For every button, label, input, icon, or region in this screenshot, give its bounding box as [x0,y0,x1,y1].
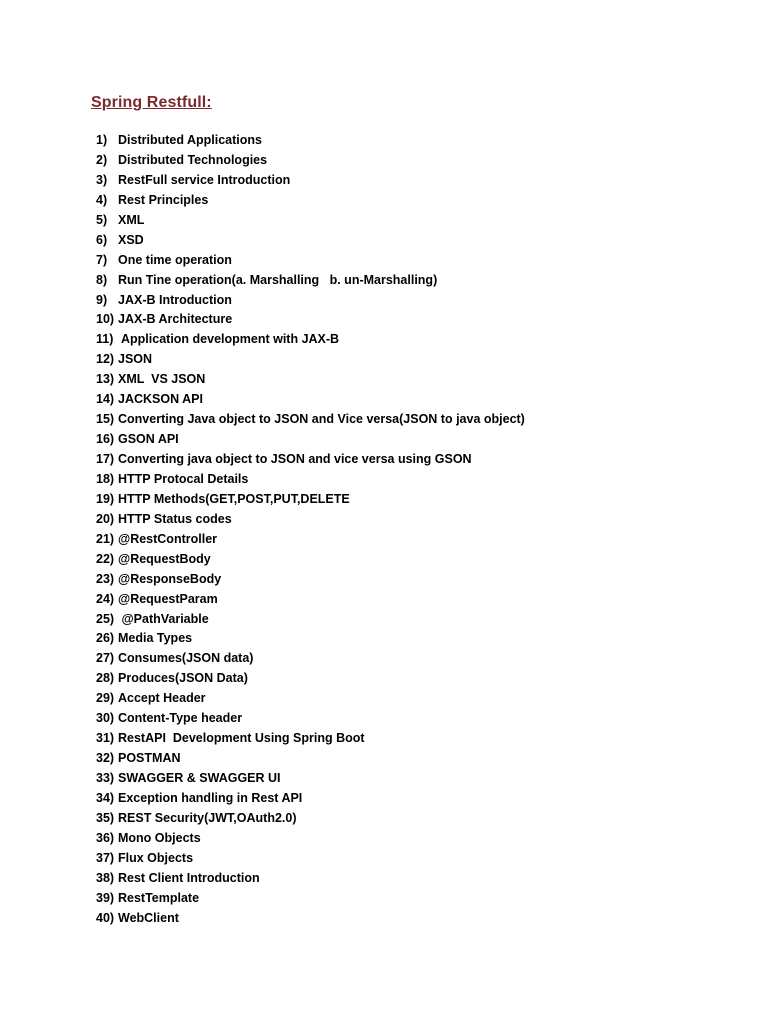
list-item-number: 22) [96,551,115,566]
list-item [96,809,525,829]
list-item-text: XML VS JSON [118,372,206,387]
list-item-number: 25) [96,611,115,626]
list-item-number: 8) [96,272,108,287]
list-item [96,849,525,869]
list-item [96,769,525,789]
list-item [96,370,525,390]
list-item-text: GSON API [118,432,179,447]
list-item [96,610,525,630]
list-item-number: 38) [96,870,115,885]
list-item [96,669,525,689]
list-item [96,231,525,251]
list-item-number: 28) [96,671,115,686]
list-item-text: Mono Objects [118,830,201,845]
list-item-number: 13) [96,372,115,387]
list-item [96,410,525,430]
list-item-text: @ResponseBody [118,571,222,586]
list-item [96,570,525,590]
list-item-number: 15) [96,412,115,427]
list-item [96,350,525,370]
list-item-text: @RequestBody [118,551,211,566]
list-item-number: 32) [96,751,115,766]
list-item-text: RestAPI Development Using Spring Boot [118,731,365,746]
list-item-number: 21) [96,531,115,546]
list-item-number: 35) [96,810,115,825]
list-item-text: @PathVariable [118,611,209,626]
list-item-text: Consumes(JSON data) [118,651,254,666]
list-item-text: HTTP Protocal Details [118,471,249,486]
list-item-text: HTTP Methods(GET,POST,PUT,DELETE [118,491,350,506]
list-item-number: 19) [96,491,115,506]
list-item-number: 1) [96,133,108,147]
list-item [96,191,525,211]
list-item-text: XSD [118,232,144,247]
list-item-text: HTTP Status codes [118,511,232,526]
list-item-text: Accept Header [118,691,206,706]
list-item-number: 20) [96,511,115,526]
list-item-number: 37) [96,850,115,865]
list-item-text: XML [118,212,145,227]
list-item-number: 30) [96,711,115,726]
list-item [96,829,525,849]
list-item-number: 23) [96,571,115,586]
list-item [96,590,525,610]
list-item-text: Flux Objects [118,850,194,865]
list-item [96,310,525,330]
list-item-text: Application development with JAX-B [118,332,340,347]
list-item [96,530,525,550]
list-item-number: 33) [96,771,115,785]
list-item-number: 24) [96,591,115,606]
list-item-text: SWAGGER & SWAGGER UI [118,771,281,785]
list-item-text: Rest Client Introduction [118,870,260,885]
list-item-text: Distributed Applications [118,133,262,147]
list-item [96,869,525,889]
list-item [96,171,525,191]
list-item-text: JAX-B Architecture [118,312,233,327]
list-item [96,550,525,570]
list-item [96,450,525,470]
list-item-text: Produces(JSON Data) [118,671,248,686]
list-item [96,470,525,490]
list-item-text: RestFull service Introduction [118,172,291,187]
list-item [96,909,525,929]
list-item [96,729,525,749]
list-item-number: 12) [96,352,115,367]
topic-list [96,131,525,929]
list-item-number: 16) [96,432,115,447]
list-item-text: POSTMAN [118,751,181,766]
list-item [96,291,525,311]
list-item [96,649,525,669]
document-title: Spring Restfull: [91,94,212,111]
list-item-text: Converting Java object to JSON and Vice versa(JSON to java object) [118,412,525,427]
list-item-text: @RequestParam [118,591,218,606]
list-item-number: 14) [96,392,115,407]
list-item-text: JSON [118,352,153,367]
list-item [96,749,525,769]
list-item-number: 11) [96,332,114,347]
list-item [96,251,525,271]
list-item-text: Exception handling in Rest API [118,790,303,805]
list-item [96,151,525,171]
list-item [96,131,525,151]
list-item [96,490,525,510]
list-item-text: RestTemplate [118,890,200,905]
list-item-text: JACKSON API [118,392,203,407]
list-item-number: 9) [96,292,108,307]
list-item-number: 17) [96,452,115,466]
list-item-text: Rest Principles [118,192,209,207]
list-item-number: 36) [96,830,115,845]
list-item-text: One time operation [118,252,232,267]
list-item-number: 29) [96,691,115,706]
list-item-number: 6) [96,232,108,247]
list-item-number: 39) [96,890,115,905]
list-item-number: 3) [96,172,108,187]
list-item-number: 34) [96,790,115,805]
list-item-text: Media Types [118,631,193,646]
list-item-number: 26) [96,631,115,646]
list-item-text: @RestController [118,531,218,546]
list-item [96,271,525,291]
list-item-text: WebClient [118,910,179,925]
list-item-number: 2) [96,152,108,167]
list-item-text: REST Security(JWT,OAuth2.0) [118,810,297,825]
list-item [96,390,525,410]
list-item [96,629,525,649]
list-item-number: 31) [96,731,115,746]
list-item [96,709,525,729]
list-item-number: 10) [96,312,115,327]
list-item [96,510,525,530]
list-item-number: 5) [96,212,108,227]
list-item-number: 4) [96,192,108,207]
list-item [96,330,525,350]
list-item-text: Distributed Technologies [118,152,268,167]
list-item-text: Content-Type header [118,711,243,726]
list-item-text: JAX-B Introduction [118,292,232,307]
list-item-text: Converting java object to JSON and vice versa using GSON [118,452,472,466]
list-item [96,689,525,709]
list-item-number: 7) [96,252,108,267]
list-item [96,889,525,909]
list-item [96,430,525,450]
list-item-number: 18) [96,471,115,486]
list-item [96,211,525,231]
list-item-number: 27) [96,651,115,666]
list-item [96,789,525,809]
list-item-number: 40) [96,910,115,925]
list-item-text: Run Tine operation(a. Marshalling b. un-Marshalling) [118,272,438,287]
